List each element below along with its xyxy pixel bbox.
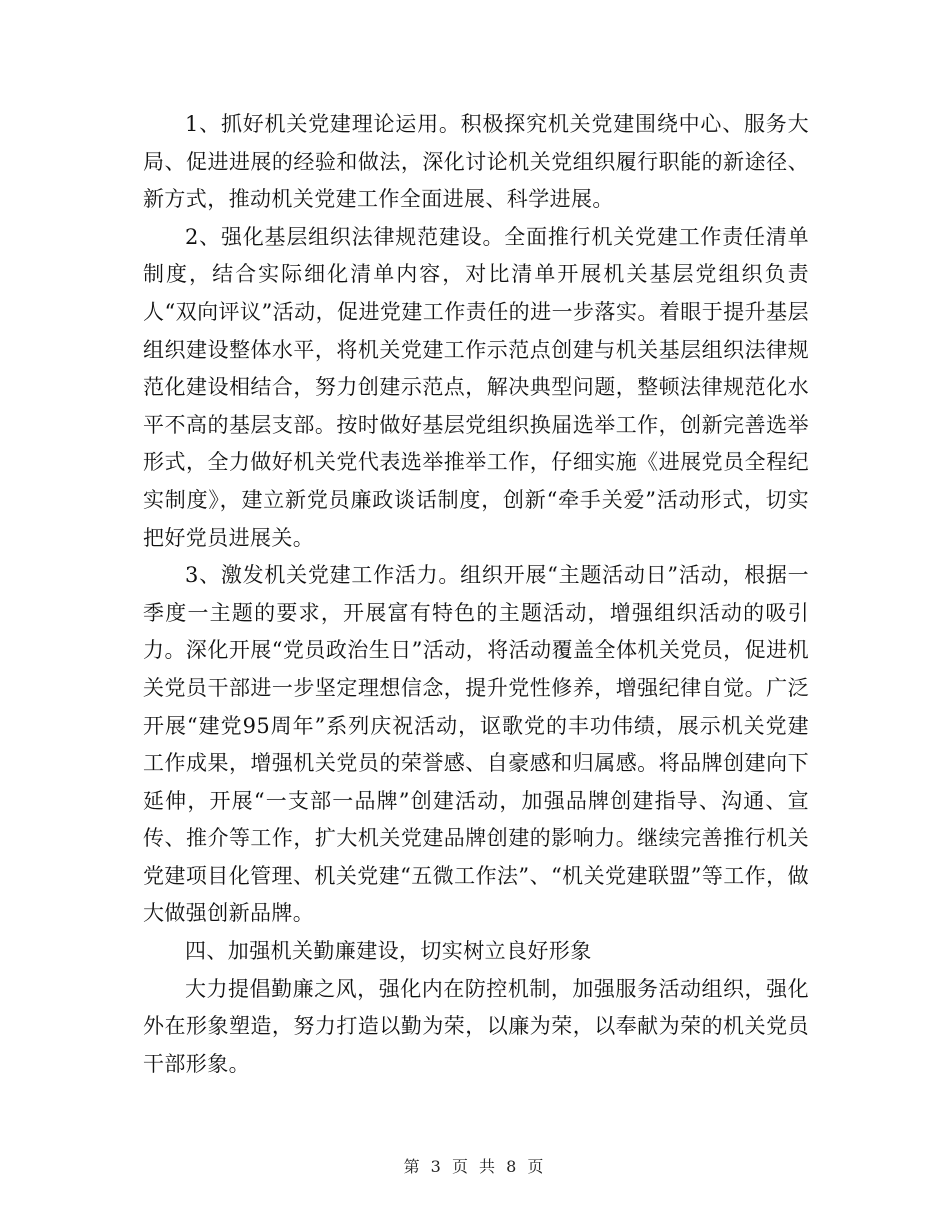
- document-body: [143, 106, 809, 1083]
- paragraph-grassroots: 2、强化基层组织法律规范建设。全面推行机关党建工作责任清单制度，结合实际细化清单内容，对比清单开展机关基层党组织负责人“双向评议”活动，促进党建工作责任的进一步落实。着眼于提升基层组织建设整体水平，将机关党建工作示范点创建与机关基层组织法律规范化建设相结合，努力创建示范点，解决典型问题，整顿法律规范化水平不高的基层支部。按时做好基层党组织换届选举工作，创新完善选举形式，全力做好机关党代表选举推举工作，仔细实施《进展党员全程纪实制度》，建立新党员廉政谈话制度，创新“牵手关爱”活动形式，切实把好党员进展关。: [143, 224, 809, 550]
- page-number-footer: 第 3 页 共 8 页: [403, 1157, 547, 1176]
- paragraph-theory: 1、抓好机关党建理论运用。积极探究机关党建围绕中心、服务大局、促进进展的经验和做法，深化讨论机关党组织履行职能的新途径、新方式，推动机关党建工作全面进展、科学进展。: [143, 112, 809, 212]
- paragraph-vitality: 3、激发机关党建工作活力。组织开展“主题活动日”活动，根据一季度一主题的要求，开展富有特色的主题活动，增强组织活动的吸引力。深化开展“党员政治生日”活动，将活动覆盖全体机关党员，促进机关党员干部进一步坚定理想信念，提升党性修养，增强纪律自觉。广泛开展“建党95周年”系列庆祝活动，讴歌党的丰功伟绩，展示机关党建工作成果，增强机关党员的荣誉感、自豪感和归属感。将品牌创建向下延伸，开展“一支部一品牌”创建活动，加强品牌创建指导、沟通、宣传、推介等工作，扩大机关党建品牌创建的影响力。继续完善推行机关党建项目化管理、机关党建“五微工作法”、“机关党建联盟”等工作，做大做强创新品牌。: [143, 563, 809, 926]
- section-heading: 四、加强机关勤廉建设，切实树立良好形象: [185, 939, 592, 964]
- paragraph-integrity: 大力提倡勤廉之风，强化内在防控机制，加强服务活动组织，强化外在形象塑造，努力打造以勤为荣，以廉为荣，以奉献为荣的机关党员干部形象。: [143, 976, 809, 1076]
